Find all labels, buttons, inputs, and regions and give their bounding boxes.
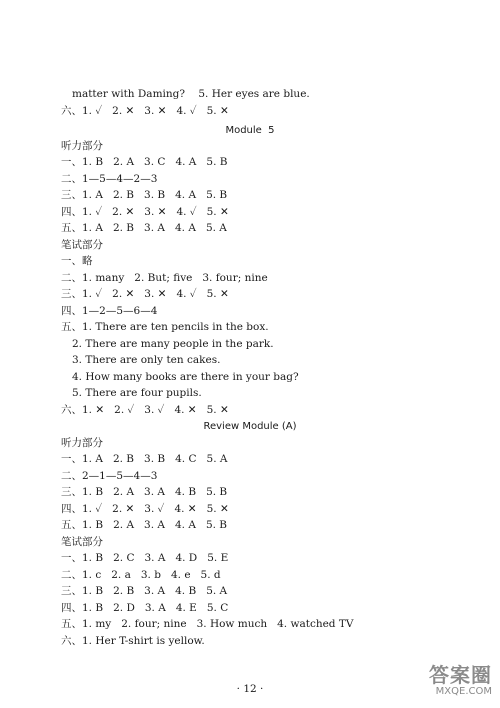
answer-line: 三、1. B 2. B 3. A 4. B 5. A — [61, 585, 228, 597]
answer-line: 二、2—1—5—4—3 — [61, 470, 158, 482]
answer-line: 五、1. A 2. B 3. A 4. A 5. A — [61, 222, 227, 234]
answer-line: 二、1—5—4—2—3 — [61, 173, 158, 185]
answer-line: 六、1. Her T-shirt is yellow. — [61, 635, 205, 647]
page-number: · 12 · — [236, 683, 264, 695]
watermark-logo-text: 答案圈 — [429, 663, 492, 687]
subsection-heading: 听力部分 — [61, 437, 103, 449]
answer-line: 四、1. ✓ 2. ✕ 3. ✓ 4. ✕ 5. ✕ — [61, 503, 229, 515]
answer-line: matter with Daming? 5. Her eyes are blue. — [72, 88, 310, 100]
answer-line: 一、1. B 2. C 3. A 4. D 5. E — [61, 552, 229, 564]
answer-line: 五、1. my 2. four; nine 3. How much 4. watched TV — [61, 618, 354, 630]
answer-line: 二、1. many 2. But; five 3. four; nine — [61, 272, 268, 284]
answer-line: 一、略 — [61, 255, 93, 267]
subsection-heading: 笔试部分 — [61, 536, 103, 548]
subsection-heading: 听力部分 — [61, 140, 103, 152]
watermark-url: MXQE.COM — [435, 686, 492, 697]
answer-line: 5. There are four pupils. — [72, 387, 202, 399]
section-heading: Review Module (A) — [203, 421, 297, 432]
answer-line: 一、1. B 2. A 3. C 4. A 5. B — [61, 156, 228, 168]
answer-line: 三、1. A 2. B 3. B 4. A 5. B — [61, 189, 228, 201]
site-watermark — [414, 664, 492, 704]
answer-line: 五、1. There are ten pencils in the box. — [61, 321, 269, 333]
answer-line: 二、1. c 2. a 3. b 4. e 5. d — [61, 569, 221, 581]
answer-line: 3. There are only ten cakes. — [72, 354, 221, 366]
subsection-heading: 笔试部分 — [61, 239, 103, 251]
answer-line: 4. How many books are there in your bag? — [72, 371, 299, 383]
answer-line: 一、1. A 2. B 3. B 4. C 5. A — [61, 453, 228, 465]
answer-line: 2. There are many people in the park. — [72, 338, 274, 350]
section-heading: Module 5 — [225, 125, 275, 136]
answer-line: 三、1. ✓ 2. ✕ 3. ✕ 4. ✓ 5. ✕ — [61, 288, 229, 300]
answer-line: 四、1. ✓ 2. ✕ 3. ✕ 4. ✓ 5. ✕ — [61, 206, 229, 218]
answer-line: 六、1. ✓ 2. ✕ 3. ✕ 4. ✓ 5. ✕ — [61, 105, 229, 117]
answer-line: 四、1—2—5—6—4 — [61, 305, 158, 317]
answer-line: 五、1. B 2. A 3. A 4. A 5. B — [61, 519, 228, 531]
answer-line: 三、1. B 2. A 3. A 4. B 5. B — [61, 486, 228, 498]
answer-line: 四、1. B 2. D 3. A 4. E 5. C — [61, 602, 229, 614]
answer-line: 六、1. ✕ 2. ✓ 3. ✓ 4. ✕ 5. ✕ — [61, 404, 229, 416]
